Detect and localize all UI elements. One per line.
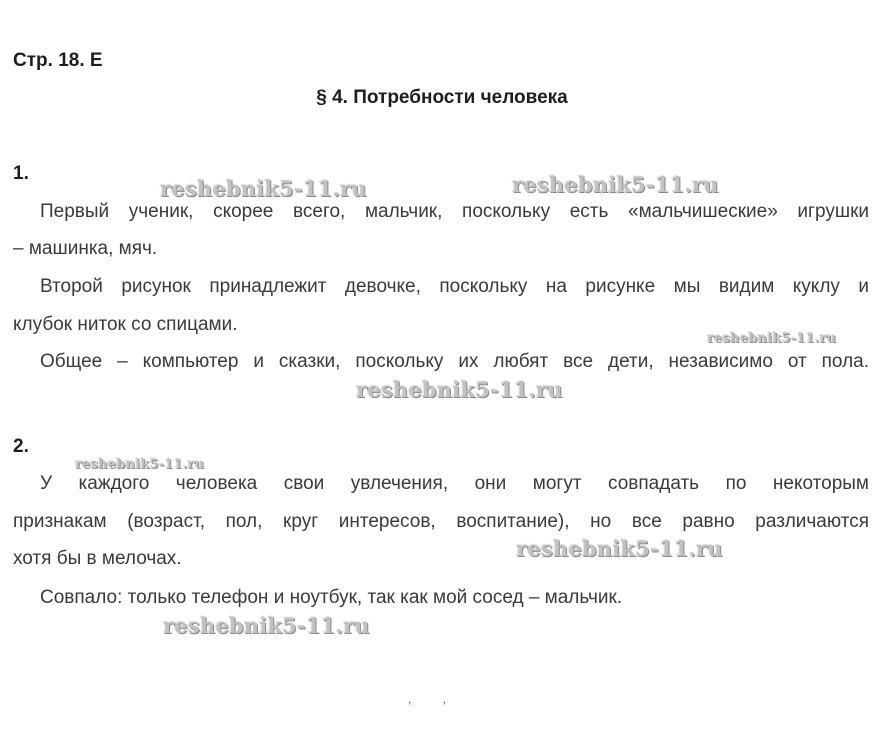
task1-line: – машинка, мяч. bbox=[13, 238, 158, 259]
watermark: reshebnik5-11.ru bbox=[163, 613, 370, 638]
footer-marks: , , bbox=[408, 692, 461, 706]
watermark: reshebnik5-11.ru bbox=[75, 457, 205, 472]
task2-line: хотя бы в мелочах. bbox=[13, 548, 182, 569]
task1-line: Второй рисунок принадлежит девочке, поскольку на рисунке мы видим куклу и bbox=[40, 276, 869, 297]
watermark: reshebnik5-11.ru bbox=[160, 176, 367, 201]
task2-line: У каждого человека свои увлечения, они могут совпадать по некоторым bbox=[40, 473, 869, 494]
task-number-2: 2. bbox=[13, 436, 29, 457]
task2-line: признакам (возраст, пол, круг интересов, воспитание), но все равно различаются bbox=[13, 511, 869, 532]
task2-line: Совпало: только телефон и ноутбук, так как мой сосед – мальчик. bbox=[40, 587, 623, 608]
watermark: reshebnik5-11.ru bbox=[516, 536, 723, 561]
task-number-1: 1. bbox=[13, 163, 29, 184]
watermark: reshebnik5-11.ru bbox=[512, 172, 719, 197]
section-title: § 4. Потребности человека bbox=[316, 87, 568, 108]
page-label: Стр. 18. Е bbox=[13, 50, 103, 71]
task1-line: клубок ниток со спицами. bbox=[13, 314, 238, 335]
watermark: reshebnik5-11.ru bbox=[707, 331, 837, 346]
watermark: reshebnik5-11.ru bbox=[356, 377, 563, 402]
task1-line: Общее – компьютер и сказки, поскольку их любят все дети, независимо от пола. bbox=[40, 351, 869, 372]
task1-line: Первый ученик, скорее всего, мальчик, поскольку есть «мальчишеские» игрушки bbox=[40, 201, 869, 222]
